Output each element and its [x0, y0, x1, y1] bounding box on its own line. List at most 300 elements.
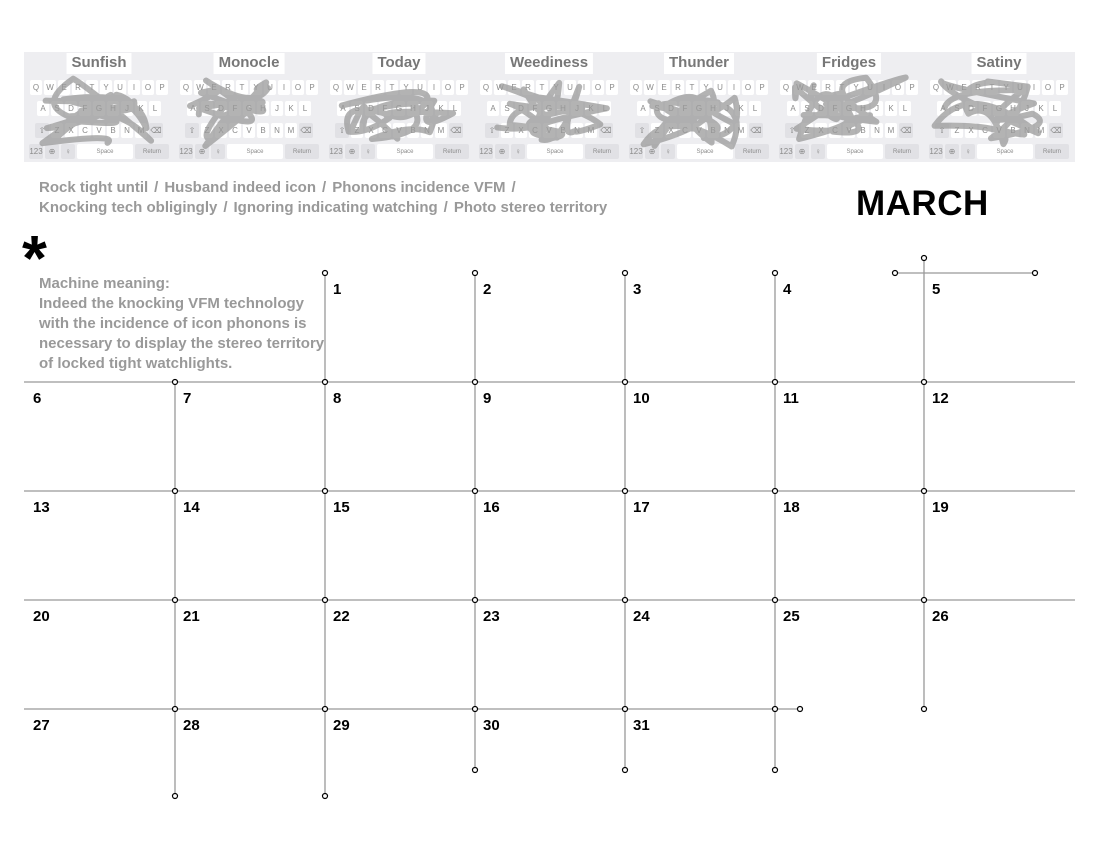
keyboard-key: T: [86, 80, 98, 95]
keyboard-key: ⇧: [635, 123, 649, 138]
day-number: 8: [333, 390, 342, 407]
keyboard-key: E: [958, 80, 970, 95]
day-number: 15: [333, 499, 350, 516]
keyboard-key: U: [414, 80, 426, 95]
keyboard-key: I: [578, 80, 590, 95]
keyboard-key: Return: [1035, 144, 1069, 159]
keyboard-panel: [774, 52, 924, 162]
keyboard-key: B: [107, 123, 119, 138]
keyboard-key: W: [44, 80, 56, 95]
keyboard-key: K: [885, 101, 897, 116]
grid-node-dot: [773, 380, 778, 385]
keyboard-key: N: [721, 123, 733, 138]
subtitle-item: Rock tight until: [39, 179, 149, 196]
keyboard-key: 123: [179, 144, 193, 159]
keyboard-key: A: [337, 101, 349, 116]
keyboard-key: I: [278, 80, 290, 95]
keyboard-key: O: [142, 80, 154, 95]
keyboard-key: Q: [630, 80, 642, 95]
grid-node-dot: [623, 768, 628, 773]
keyboard-word-label: Satiny: [971, 53, 1026, 74]
keyboard-key: E: [208, 80, 220, 95]
keyboard-row: [27, 144, 171, 160]
grid-node-dot: [623, 271, 628, 276]
subtitle: [39, 178, 679, 218]
keyboard-row: [627, 101, 771, 117]
keyboard-key: 123: [629, 144, 643, 159]
grid-node-dot: [798, 707, 803, 712]
day-number: 22: [333, 608, 350, 625]
keyboard-key: Z: [951, 123, 963, 138]
keyboard-key: L: [599, 101, 611, 116]
keyboard-key: R: [972, 80, 984, 95]
keyboard-key: C: [79, 123, 91, 138]
day-number: 2: [483, 281, 492, 298]
keyboard-key: ♀: [211, 144, 225, 159]
keyboard-key: X: [665, 123, 677, 138]
grid-node-dot: [173, 489, 178, 494]
keyboard-key: ⇧: [35, 123, 49, 138]
keyboard-key: C: [829, 123, 841, 138]
day-number: 25: [783, 608, 800, 625]
keyboard-key: P: [906, 80, 918, 95]
grid-node-dot: [473, 768, 478, 773]
keyboard-row: [327, 80, 471, 96]
keyboard-key: Return: [885, 144, 919, 159]
keyboard-key: I: [428, 80, 440, 95]
keyboard-key: K: [135, 101, 147, 116]
keyboard-row: [327, 101, 471, 117]
keyboard-key: N: [871, 123, 883, 138]
day-number: 30: [483, 717, 500, 734]
keyboard-key: X: [365, 123, 377, 138]
keyboard-key: B: [1007, 123, 1019, 138]
keyboard-key: F: [979, 101, 991, 116]
keyboard-key: D: [515, 101, 527, 116]
grid-node-dot: [323, 794, 328, 799]
keyboard-key: ♀: [661, 144, 675, 159]
keyboard-key: D: [815, 101, 827, 116]
keyboard-key: I: [878, 80, 890, 95]
keyboard-key: G: [693, 101, 705, 116]
day-number: 18: [783, 499, 800, 516]
keyboard-key: S: [351, 101, 363, 116]
keyboard-row: [177, 101, 321, 117]
keyboard-panel: [174, 52, 324, 162]
day-number: 6: [33, 390, 42, 407]
keyboard-row: [627, 144, 771, 160]
day-number: 13: [33, 499, 50, 516]
keyboard-row: [477, 144, 621, 160]
keyboard-key: X: [515, 123, 527, 138]
keyboard-key: 123: [779, 144, 793, 159]
grid-node-dot: [623, 380, 628, 385]
keyboard-row: [177, 144, 321, 160]
keyboard-row: [777, 101, 921, 117]
keyboard-key: ⊕: [945, 144, 959, 159]
keyboard-key: O: [742, 80, 754, 95]
subtitle-line-2: [39, 198, 679, 218]
keyboard-key: Space: [677, 144, 733, 159]
grid-node-dot: [893, 271, 898, 276]
keyboard-key: Space: [977, 144, 1033, 159]
keyboard-key: P: [1056, 80, 1068, 95]
keyboard-key: X: [815, 123, 827, 138]
day-number: 23: [483, 608, 500, 625]
keyboard-key: ⊕: [45, 144, 59, 159]
keyboard-row: [177, 80, 321, 96]
keyboard-key: R: [522, 80, 534, 95]
keyboard-key: S: [651, 101, 663, 116]
day-number: 21: [183, 608, 200, 625]
keyboard-key: Space: [227, 144, 283, 159]
keyboard-word-label: Today: [372, 53, 425, 74]
keyboard-key: D: [65, 101, 77, 116]
keyboard-key: M: [435, 123, 447, 138]
keyboard-key: L: [149, 101, 161, 116]
grid-node-dot: [773, 489, 778, 494]
keyboard-key: K: [435, 101, 447, 116]
subtitle-separator: /: [322, 179, 327, 196]
keyboard-key: V: [693, 123, 705, 138]
keyboard-key: C: [979, 123, 991, 138]
keyboard-panel: [324, 52, 474, 162]
asterisk-mark: *: [22, 222, 47, 294]
keyboard-key: H: [407, 101, 419, 116]
keyboard-key: L: [899, 101, 911, 116]
grid-node-dot: [173, 598, 178, 603]
keyboard-key: ⊕: [195, 144, 209, 159]
keyboard-row: [927, 144, 1071, 160]
keyboard-key: W: [794, 80, 806, 95]
day-number: 27: [33, 717, 50, 734]
keyboard-key: ⌫: [149, 123, 163, 138]
keyboard-row: [477, 123, 621, 139]
keyboard-key: S: [951, 101, 963, 116]
keyboard-key: J: [121, 101, 133, 116]
grid-node-dot: [922, 598, 927, 603]
keyboard-key: E: [58, 80, 70, 95]
day-number: 11: [783, 390, 799, 407]
keyboard-key: M: [1035, 123, 1047, 138]
keyboard-key: ⌫: [449, 123, 463, 138]
keyboard-key: A: [637, 101, 649, 116]
keyboard-key: ⌫: [1049, 123, 1063, 138]
keyboard-key: 123: [29, 144, 43, 159]
keyboard-key: V: [843, 123, 855, 138]
keyboard-key: Q: [180, 80, 192, 95]
keyboard-key: A: [937, 101, 949, 116]
keyboard-key: J: [1021, 101, 1033, 116]
keyboard-key: V: [93, 123, 105, 138]
keyboard-key: Z: [801, 123, 813, 138]
subtitle-item: Husband indeed icon: [164, 179, 317, 196]
keyboard-key: Space: [527, 144, 583, 159]
keyboard-key: A: [787, 101, 799, 116]
keyboard-key: ♀: [811, 144, 825, 159]
keyboard-key: Y: [700, 80, 712, 95]
keyboard-key: T: [836, 80, 848, 95]
keyboard-key: F: [529, 101, 541, 116]
keyboard-key: V: [993, 123, 1005, 138]
keyboard-key: Z: [201, 123, 213, 138]
keyboard-key: Return: [285, 144, 319, 159]
keyboard-key: N: [571, 123, 583, 138]
keyboard-key: M: [285, 123, 297, 138]
keyboard-key: P: [456, 80, 468, 95]
keyboard-key: X: [965, 123, 977, 138]
day-number: 4: [783, 281, 792, 298]
keyboard-key: I: [128, 80, 140, 95]
keyboard-key: H: [1007, 101, 1019, 116]
keyboard-row: [27, 80, 171, 96]
keyboard-key: Y: [250, 80, 262, 95]
keyboard-key: S: [501, 101, 513, 116]
grid-node-dot: [773, 598, 778, 603]
keyboard-key: Return: [435, 144, 469, 159]
subtitle-separator: /: [154, 179, 159, 196]
grid-node-dot: [922, 489, 927, 494]
machine-meaning-note: [39, 274, 329, 374]
keyboard-key: S: [51, 101, 63, 116]
keyboard-key: N: [121, 123, 133, 138]
keyboard-row: [477, 80, 621, 96]
keyboard-key: 123: [479, 144, 493, 159]
keyboard-key: O: [292, 80, 304, 95]
keyboard-row: [927, 80, 1071, 96]
keyboard-key: W: [644, 80, 656, 95]
grid-node-dot: [323, 707, 328, 712]
keyboard-key: U: [264, 80, 276, 95]
keyboard-key: S: [801, 101, 813, 116]
keyboard-key: Q: [330, 80, 342, 95]
subtitle-separator: /: [223, 199, 228, 216]
day-number: 1: [333, 281, 342, 298]
keyboard-key: R: [222, 80, 234, 95]
keyboard-row: [627, 123, 771, 139]
keyboard-key: G: [843, 101, 855, 116]
keyboard-key: Q: [30, 80, 42, 95]
subtitle-item: Photo stereo territory: [453, 199, 608, 216]
keyboard-key: ⇧: [335, 123, 349, 138]
keyboard-key: O: [892, 80, 904, 95]
keyboard-panel: [474, 52, 624, 162]
keyboard-key: ⌫: [899, 123, 913, 138]
keyboard-panel: [24, 52, 174, 162]
day-number: 14: [183, 499, 200, 516]
grid-node-dot: [623, 598, 628, 603]
keyboard-row: [777, 80, 921, 96]
keyboard-key: L: [1049, 101, 1061, 116]
grid-node-dot: [473, 271, 478, 276]
day-number: 7: [183, 390, 192, 407]
grid-node-dot: [773, 271, 778, 276]
keyboard-key: U: [714, 80, 726, 95]
keyboard-key: ♀: [361, 144, 375, 159]
keyboard-key: 123: [929, 144, 943, 159]
subtitle-separator: /: [443, 199, 448, 216]
keyboard-key: ⇧: [935, 123, 949, 138]
keyboard-key: H: [707, 101, 719, 116]
keyboard-key: D: [965, 101, 977, 116]
keyboard-strip: [24, 52, 1075, 162]
keyboard-key: Q: [930, 80, 942, 95]
keyboard-key: Space: [377, 144, 433, 159]
keyboard-panel: [924, 52, 1074, 162]
keyboard-key: M: [885, 123, 897, 138]
day-number: 20: [33, 608, 50, 625]
day-number: 9: [483, 390, 492, 407]
keyboard-row: [777, 144, 921, 160]
keyboard-key: W: [494, 80, 506, 95]
keyboard-key: N: [1021, 123, 1033, 138]
grid-node-dot: [323, 598, 328, 603]
keyboard-key: L: [449, 101, 461, 116]
keyboard-key: B: [407, 123, 419, 138]
keyboard-key: M: [585, 123, 597, 138]
keyboard-key: P: [306, 80, 318, 95]
keyboard-key: ♀: [511, 144, 525, 159]
keyboard-key: L: [299, 101, 311, 116]
keyboard-key: Z: [351, 123, 363, 138]
subtitle-item: Ignoring indicating watching: [233, 199, 438, 216]
keyboard-key: Return: [585, 144, 619, 159]
note-body: Indeed the knocking VFM technology with the incidence of icon phonons is necessary to display the stereo territory of locked tight watchlights.: [39, 295, 325, 372]
keyboard-key: I: [728, 80, 740, 95]
day-number: 16: [483, 499, 500, 516]
keyboard-word-label: Sunfish: [67, 53, 132, 74]
keyboard-key: J: [271, 101, 283, 116]
keyboard-key: K: [735, 101, 747, 116]
keyboard-key: X: [65, 123, 77, 138]
keyboard-key: B: [857, 123, 869, 138]
keyboard-key: W: [344, 80, 356, 95]
keyboard-key: C: [679, 123, 691, 138]
keyboard-key: 123: [329, 144, 343, 159]
keyboard-key: R: [372, 80, 384, 95]
keyboard-row: [177, 123, 321, 139]
day-number: 31: [633, 717, 650, 734]
keyboard-key: Y: [850, 80, 862, 95]
day-number: 26: [932, 608, 949, 625]
keyboard-key: K: [285, 101, 297, 116]
grid-node-dot: [473, 489, 478, 494]
keyboard-key: L: [749, 101, 761, 116]
grid-node-dot: [473, 707, 478, 712]
grid-node-dot: [773, 707, 778, 712]
keyboard-key: V: [243, 123, 255, 138]
keyboard-key: H: [857, 101, 869, 116]
keyboard-key: C: [379, 123, 391, 138]
keyboard-key: Q: [780, 80, 792, 95]
keyboard-key: J: [721, 101, 733, 116]
keyboard-key: T: [536, 80, 548, 95]
day-number: 10: [633, 390, 650, 407]
day-number: 3: [633, 281, 642, 298]
keyboard-key: ⊕: [645, 144, 659, 159]
keyboard-key: B: [707, 123, 719, 138]
keyboard-key: B: [257, 123, 269, 138]
keyboard-key: ⌫: [749, 123, 763, 138]
keyboard-key: R: [822, 80, 834, 95]
grid-node-dot: [473, 598, 478, 603]
month-title: MARCH: [856, 184, 989, 223]
keyboard-key: F: [679, 101, 691, 116]
grid-node-dot: [173, 794, 178, 799]
keyboard-key: U: [564, 80, 576, 95]
keyboard-key: V: [393, 123, 405, 138]
keyboard-key: P: [156, 80, 168, 95]
keyboard-key: E: [658, 80, 670, 95]
keyboard-key: ⊕: [495, 144, 509, 159]
grid-node-dot: [922, 707, 927, 712]
grid-node-dot: [173, 380, 178, 385]
keyboard-key: F: [79, 101, 91, 116]
grid-node-dot: [922, 380, 927, 385]
subtitle-separator: /: [511, 179, 516, 196]
keyboard-key: U: [114, 80, 126, 95]
keyboard-key: H: [557, 101, 569, 116]
day-number: 5: [932, 281, 941, 298]
keyboard-key: W: [944, 80, 956, 95]
keyboard-key: M: [735, 123, 747, 138]
keyboard-key: M: [135, 123, 147, 138]
grid-node-dot: [1033, 271, 1038, 276]
keyboard-key: ⇧: [485, 123, 499, 138]
keyboard-key: P: [606, 80, 618, 95]
note-heading: Machine meaning:: [39, 275, 170, 292]
keyboard-key: V: [543, 123, 555, 138]
keyboard-key: ⌫: [299, 123, 313, 138]
keyboard-key: ♀: [61, 144, 75, 159]
keyboard-key: Z: [51, 123, 63, 138]
keyboard-key: Q: [480, 80, 492, 95]
subtitle-item: Phonons incidence VFM: [332, 179, 506, 196]
keyboard-row: [477, 101, 621, 117]
keyboard-key: G: [93, 101, 105, 116]
day-number: 19: [932, 499, 949, 516]
keyboard-row: [327, 144, 471, 160]
day-number: 29: [333, 717, 350, 734]
keyboard-word-label: Thunder: [664, 53, 734, 74]
keyboard-key: T: [386, 80, 398, 95]
keyboard-key: Z: [501, 123, 513, 138]
keyboard-key: D: [365, 101, 377, 116]
keyboard-key: H: [107, 101, 119, 116]
keyboard-key: ⊕: [795, 144, 809, 159]
day-number: 17: [633, 499, 650, 516]
keyboard-panel: [624, 52, 774, 162]
keyboard-key: Space: [827, 144, 883, 159]
keyboard-key: P: [756, 80, 768, 95]
day-number: 24: [633, 608, 650, 625]
keyboard-word-label: Monocle: [214, 53, 285, 74]
day-number: 12: [932, 390, 949, 407]
keyboard-key: O: [592, 80, 604, 95]
keyboard-key: Y: [100, 80, 112, 95]
subtitle-line-1: [39, 178, 679, 198]
grid-node-dot: [473, 380, 478, 385]
keyboard-key: Z: [651, 123, 663, 138]
keyboard-key: T: [986, 80, 998, 95]
keyboard-key: U: [1014, 80, 1026, 95]
day-number: 28: [183, 717, 200, 734]
keyboard-key: C: [529, 123, 541, 138]
keyboard-key: ⇧: [185, 123, 199, 138]
keyboard-key: H: [257, 101, 269, 116]
keyboard-key: Y: [1000, 80, 1012, 95]
keyboard-key: B: [557, 123, 569, 138]
